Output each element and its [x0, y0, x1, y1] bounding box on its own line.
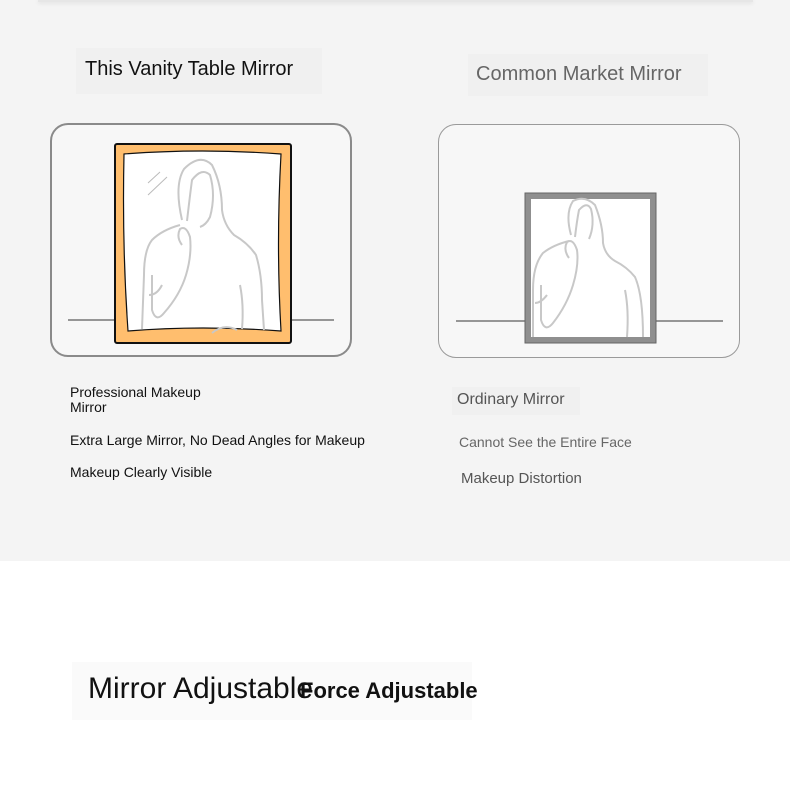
feature-large-mirror: Extra Large Mirror, No Dead Angles for Makeup — [70, 432, 365, 448]
mirror-glass — [124, 151, 282, 331]
common-mirror-title: Common Market Mirror — [468, 54, 708, 96]
top-divider — [38, 0, 753, 2]
vanity-mirror-card — [50, 123, 352, 357]
mirror-glass — [531, 199, 650, 337]
vanity-mirror-illustration — [52, 125, 354, 359]
vanity-mirror-title: This Vanity Table Mirror — [76, 48, 322, 94]
feature-clearly-visible: Makeup Clearly Visible — [70, 464, 213, 480]
feature-professional: Professional Makeup Mirror — [70, 384, 201, 415]
force-adjustable-heading: Force Adjustable — [300, 678, 478, 703]
ordinary-mirror-label: Ordinary Mirror — [452, 387, 580, 415]
drawback-distortion: Makeup Distortion — [461, 470, 582, 487]
drawback-entire-face: Cannot See the Entire Face — [459, 434, 632, 450]
common-mirror-illustration — [439, 125, 741, 359]
common-mirror-card — [438, 124, 740, 358]
mirror-adjustable-heading: Mirror Adjustable — [88, 672, 314, 705]
